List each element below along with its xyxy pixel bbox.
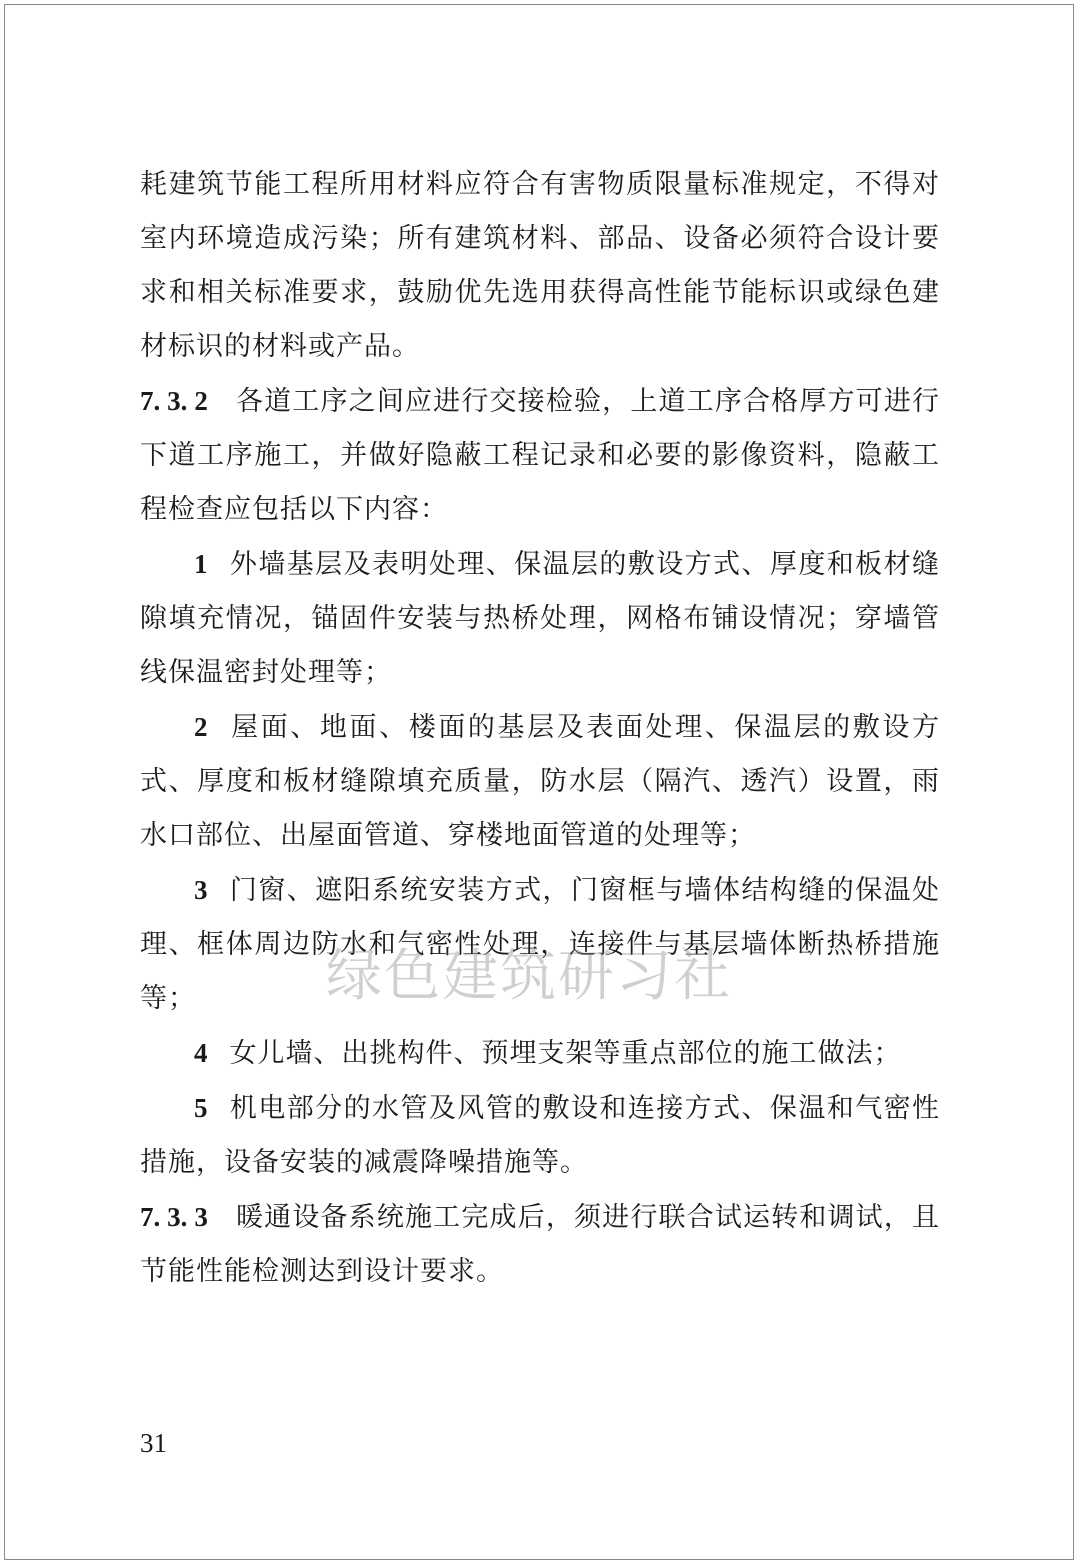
intro-text: 耗建筑节能工程所用材料应符合有害物质限量标准规定，不得对室内环境造成污染；所有建筑材料、部品、设备必须符合设计要求和相关标准要求，鼓励优先选用获得高性能节能标识或绿色建材标识的材料或产品。 <box>140 169 940 362</box>
clause-number: 7. 3. 3 <box>140 1202 208 1232</box>
clause-number: 7. 3. 2 <box>140 386 208 416</box>
document-body <box>140 158 940 1299</box>
item-text: 外墙基层及表明处理、保温层的敷设方式、厚度和板材缝隙填充情况，锚固件安装与热桥处理，网格布铺设情况；穿墙管线保温密封处理等； <box>140 549 940 688</box>
clause-text: 暖通设备系统施工完成后，须进行联合试运转和调试，且节能性能检测达到设计要求。 <box>140 1202 941 1287</box>
item-text: 机电部分的水管及风管的敷设和连接方式、保温和气密性措施，设备安装的减震降噪措施等。 <box>140 1093 940 1178</box>
list-item <box>140 1081 940 1190</box>
item-text: 门窗、遮阳系统安装方式，门窗框与墙体结构缝的保温处理、框体周边防水和气密性处理，连接件与基层墙体断热桥措施等； <box>140 875 940 1014</box>
item-text: 屋面、地面、楼面的基层及表面处理、保温层的敷设方式、厚度和板材缝隙填充质量，防水层（隔汽、透汽）设置，雨水口部位、出屋面管道、穿楼地面管道的处理等； <box>140 712 940 851</box>
watermark: 绿色建筑研习社 <box>326 944 732 1009</box>
list-item <box>140 537 940 700</box>
list-item <box>140 700 940 863</box>
clause-text: 各道工序之间应进行交接检验，上道工序合格厚方可进行下道工序施工，并做好隐蔽工程记录和必要的影像资料，隐蔽工程检查应包括以下内容： <box>140 386 941 525</box>
item-number: 2 <box>194 712 208 742</box>
list-item <box>140 1026 940 1081</box>
item-text: 女儿墙、出挑构件、预埋支架等重点部位的施工做法； <box>229 1038 902 1069</box>
clause-7-3-3 <box>140 1190 940 1299</box>
item-number: 4 <box>194 1038 208 1068</box>
item-number: 1 <box>194 549 208 579</box>
intro-paragraph <box>140 158 940 374</box>
clause-7-3-2 <box>140 374 940 537</box>
list-item <box>140 863 940 1026</box>
page-number: 31 <box>140 1428 167 1458</box>
item-number: 3 <box>194 875 208 905</box>
item-number: 5 <box>194 1093 208 1123</box>
